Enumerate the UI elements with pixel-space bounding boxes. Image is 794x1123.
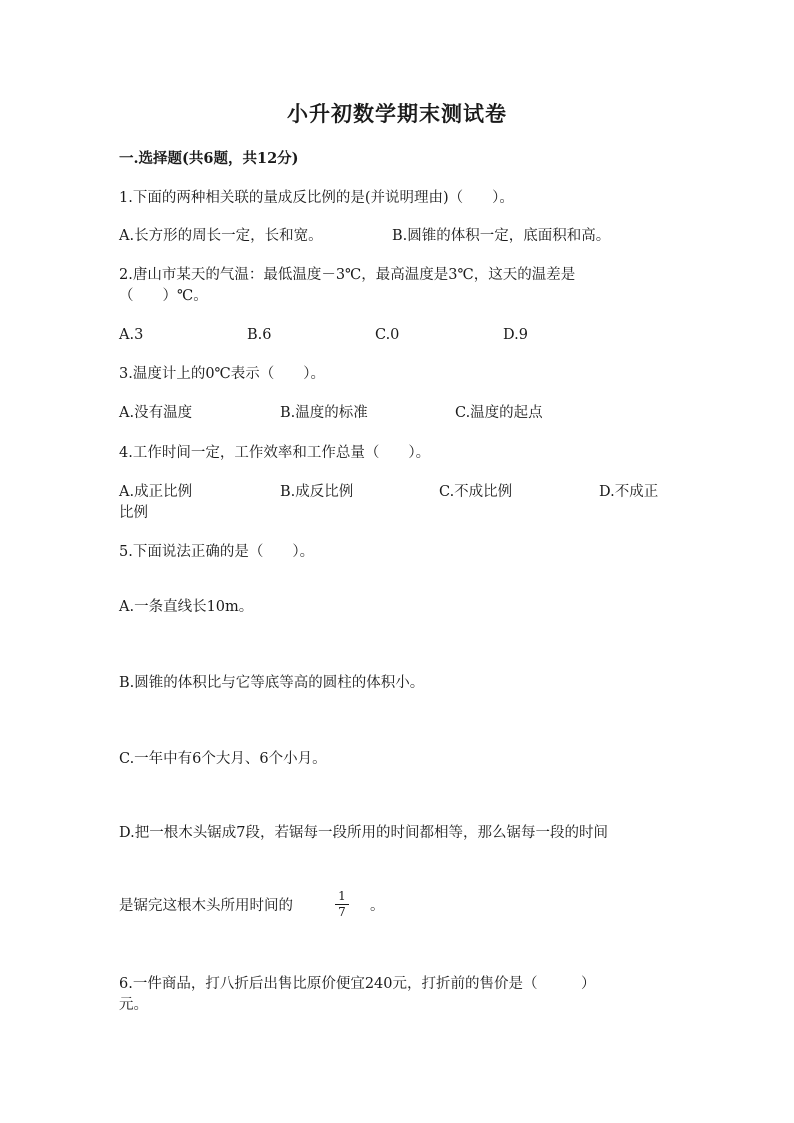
fraction-denominator: 7 [338,905,346,919]
question-2-stem-line-2: （ ）℃。 [119,288,208,304]
question-1-stem: 1.下面的两种相关联的量成反比例的是(并说明理由)（ ）。 [119,190,514,206]
question-4-option-a: A.成正比例 [119,484,193,500]
fraction-numerator: 1 [338,889,346,903]
question-6-stem-line-2: 元。 [119,997,148,1013]
fraction-one-seventh [333,890,351,919]
section-heading: 一.选择题(共6题，共12分) [119,150,299,167]
question-2-stem-line-1: 2.唐山市某天的气温：最低温度－3℃，最高温度是3℃，这天的温差是 [119,267,576,283]
question-1-option-b: B.圆锥的体积一定，底面积和高。 [392,228,611,244]
question-4-option-d-wrap: 比例 [119,505,148,521]
question-3-option-a: A.没有温度 [119,405,193,421]
question-5-option-d-line-1: D.把一根木头锯成7段，若锯每一段所用的时间都相等，那么锯每一段的时间 [119,825,608,841]
question-2-option-c: C.0 [375,327,400,343]
question-4-option-c: C.不成比例 [439,484,513,500]
question-1-option-a: A.长方形的周长一定，长和宽。 [119,228,323,244]
question-3-stem: 3.温度计上的0℃表示（ ）。 [119,366,326,382]
question-5-option-d-end: 。 [370,898,385,914]
question-5-option-d-line-2: 是锯完这根木头所用时间的 [119,898,293,914]
question-3-option-c: C.温度的起点 [455,405,543,421]
question-5-option-b: B.圆锥的体积比与它等底等高的圆柱的体积小。 [119,675,425,691]
question-6-stem-line-1: 6.一件商品，打八折后出售比原价便宜240元，打折前的售价是（ ） [119,976,596,992]
question-5-option-c: C.一年中有6个大月、6个小月。 [119,751,327,767]
question-4-stem: 4.工作时间一定，工作效率和工作总量（ ）。 [119,445,431,461]
question-2-option-d: D.9 [503,327,528,343]
page-title: 小升初数学期末测试卷 [287,101,507,126]
question-5-stem: 5.下面说法正确的是（ ）。 [119,544,315,560]
question-2-option-b: B.6 [247,327,272,343]
question-5-option-a: A.一条直线长10m。 [119,599,254,615]
question-2-option-a: A.3 [119,327,144,343]
question-4-option-b: B.成反比例 [280,484,354,500]
question-3-option-b: B.温度的标准 [280,405,368,421]
question-4-option-d: D.不成正 [599,484,659,500]
